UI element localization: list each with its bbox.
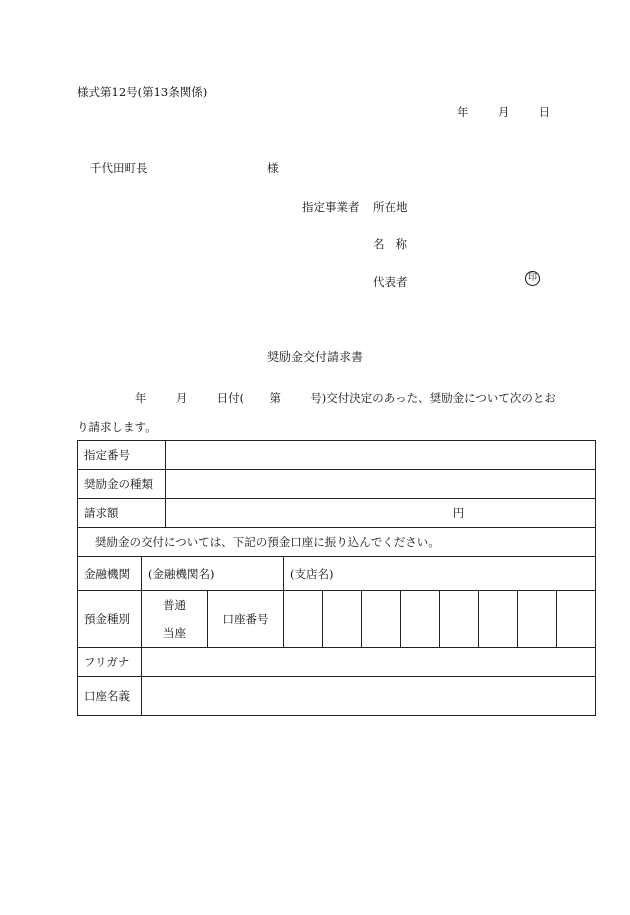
account-digit-box[interactable]: [518, 591, 557, 648]
addressee-name: 千代田町長: [90, 161, 148, 175]
account-digit-box[interactable]: [479, 591, 518, 648]
designation-number-label: 指定番号: [78, 441, 166, 470]
location-label: 所在地: [373, 200, 408, 214]
body-dai: 第: [269, 391, 281, 405]
current-option[interactable]: 当座: [163, 626, 186, 640]
account-digit-box[interactable]: [557, 591, 596, 648]
account-digit-box[interactable]: [284, 591, 323, 648]
account-digit-box[interactable]: [401, 591, 440, 648]
subsidy-type-label: 奨励金の種類: [78, 470, 166, 499]
account-digit-box[interactable]: [323, 591, 362, 648]
yen-unit: 円: [452, 506, 465, 520]
claim-amount-label: 請求額: [78, 499, 166, 528]
deposit-type-label: 預金種別: [78, 591, 142, 648]
furigana-label: フリガナ: [78, 648, 142, 677]
ordinary-option[interactable]: 普通: [163, 598, 186, 612]
body-number-text: 号)交付決定のあった、奨励金について次のとお: [310, 391, 556, 405]
seal-mark: 印: [525, 271, 540, 286]
date-line: [457, 104, 550, 120]
account-digit-box[interactable]: [362, 591, 401, 648]
date-year: 年: [457, 105, 469, 119]
representative-label: 代表者: [373, 275, 408, 289]
transfer-note: 奨励金の交付については、下記の預金口座に振り込んでください。: [78, 528, 596, 557]
subsidy-type-field[interactable]: [166, 470, 596, 499]
financial-institution-label: 金融機関: [78, 557, 142, 591]
furigana-field[interactable]: [142, 648, 596, 677]
account-holder-label: 口座名義: [78, 677, 142, 716]
designation-number-field[interactable]: [166, 441, 596, 470]
addressee-honorific: 様: [267, 161, 279, 175]
form-number: 様式第12号(第13条関係): [77, 85, 208, 99]
body-line-2: り請求します。: [77, 420, 157, 434]
account-holder-field[interactable]: [142, 677, 596, 716]
request-form-table: [77, 440, 596, 716]
designated-operator-label: 指定事業者: [302, 200, 360, 214]
body-year: 年: [135, 391, 147, 405]
body-month: 月: [175, 391, 188, 405]
account-number-label: 口座番号: [208, 591, 284, 648]
bank-name-field[interactable]: (金融機関名): [142, 557, 284, 591]
date-day: 日: [538, 105, 551, 119]
body-line-1: [135, 390, 556, 406]
body-date-suffix: 日付(: [216, 391, 245, 405]
branch-name-field[interactable]: (支店名): [284, 557, 596, 591]
date-month: 月: [497, 105, 510, 119]
document-title: 奨励金交付請求書: [266, 350, 363, 364]
claim-amount-field[interactable]: [166, 499, 596, 528]
deposit-type-options[interactable]: [142, 591, 208, 648]
account-digit-box[interactable]: [440, 591, 479, 648]
name-label: 名称: [373, 237, 418, 251]
